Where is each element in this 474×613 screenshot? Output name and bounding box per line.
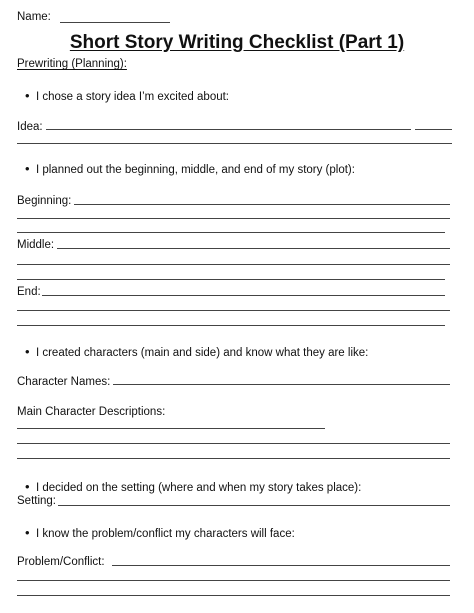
checklist-item-characters-text: I created characters (main and side) and know what they are like: — [35, 347, 369, 359]
checklist-item-conflict-text: I know the problem/conflict my characters will face: — [35, 528, 295, 540]
checklist-item-characters — [25, 345, 368, 360]
end-answer-line[interactable] — [42, 295, 445, 296]
beginning-answer-line[interactable] — [17, 218, 450, 219]
bullet-icon: • — [25, 161, 30, 176]
checklist-item-plot-text: I planned out the beginning, middle, and end of my story (plot): — [35, 164, 355, 176]
name-label: Name: — [17, 11, 51, 23]
checklist-item-plot — [25, 162, 355, 177]
bullet-icon: • — [25, 344, 30, 359]
main-character-answer-line[interactable] — [17, 428, 325, 429]
character-names-answer-line[interactable] — [113, 384, 450, 385]
checklist-item-setting-text: I decided on the setting (where and when my story takes place): — [35, 482, 362, 494]
bullet-icon: • — [25, 88, 30, 103]
idea-answer-line[interactable] — [17, 143, 452, 144]
end-label: End: — [17, 286, 41, 298]
main-character-descriptions-label: Main Character Descriptions: — [17, 406, 166, 418]
problem-conflict-label: Problem/Conflict: — [17, 556, 105, 568]
page-title: Short Story Writing Checklist (Part 1) — [69, 32, 405, 53]
conflict-answer-line[interactable] — [112, 565, 450, 566]
middle-answer-line[interactable] — [17, 264, 450, 265]
checklist-item-idea — [25, 89, 229, 104]
bullet-icon: • — [25, 525, 30, 540]
conflict-answer-line[interactable] — [17, 595, 450, 596]
middle-label: Middle: — [17, 239, 55, 251]
middle-answer-line[interactable] — [57, 248, 450, 249]
main-character-answer-line[interactable] — [17, 458, 450, 459]
name-field[interactable] — [60, 22, 170, 23]
middle-answer-line[interactable] — [17, 279, 445, 280]
end-answer-line[interactable] — [17, 325, 445, 326]
setting-answer-line[interactable] — [58, 505, 450, 506]
checklist-item-idea-text: I chose a story idea I’m excited about: — [35, 91, 229, 103]
beginning-label: Beginning: — [17, 195, 72, 207]
character-names-label: Character Names: — [17, 376, 111, 388]
beginning-answer-line[interactable] — [74, 204, 450, 205]
bullet-icon: • — [25, 479, 30, 494]
end-answer-line[interactable] — [17, 310, 450, 311]
beginning-answer-line[interactable] — [17, 232, 445, 233]
idea-answer-line[interactable] — [415, 129, 452, 130]
setting-label: Setting: — [17, 495, 56, 507]
conflict-answer-line[interactable] — [17, 580, 450, 581]
idea-label: Idea: — [17, 121, 43, 133]
checklist-item-setting — [25, 480, 361, 495]
section-heading-prewriting: Prewriting (Planning): — [17, 58, 127, 70]
main-character-answer-line[interactable] — [17, 443, 450, 444]
idea-answer-line[interactable] — [46, 129, 411, 130]
checklist-item-conflict — [25, 526, 295, 541]
